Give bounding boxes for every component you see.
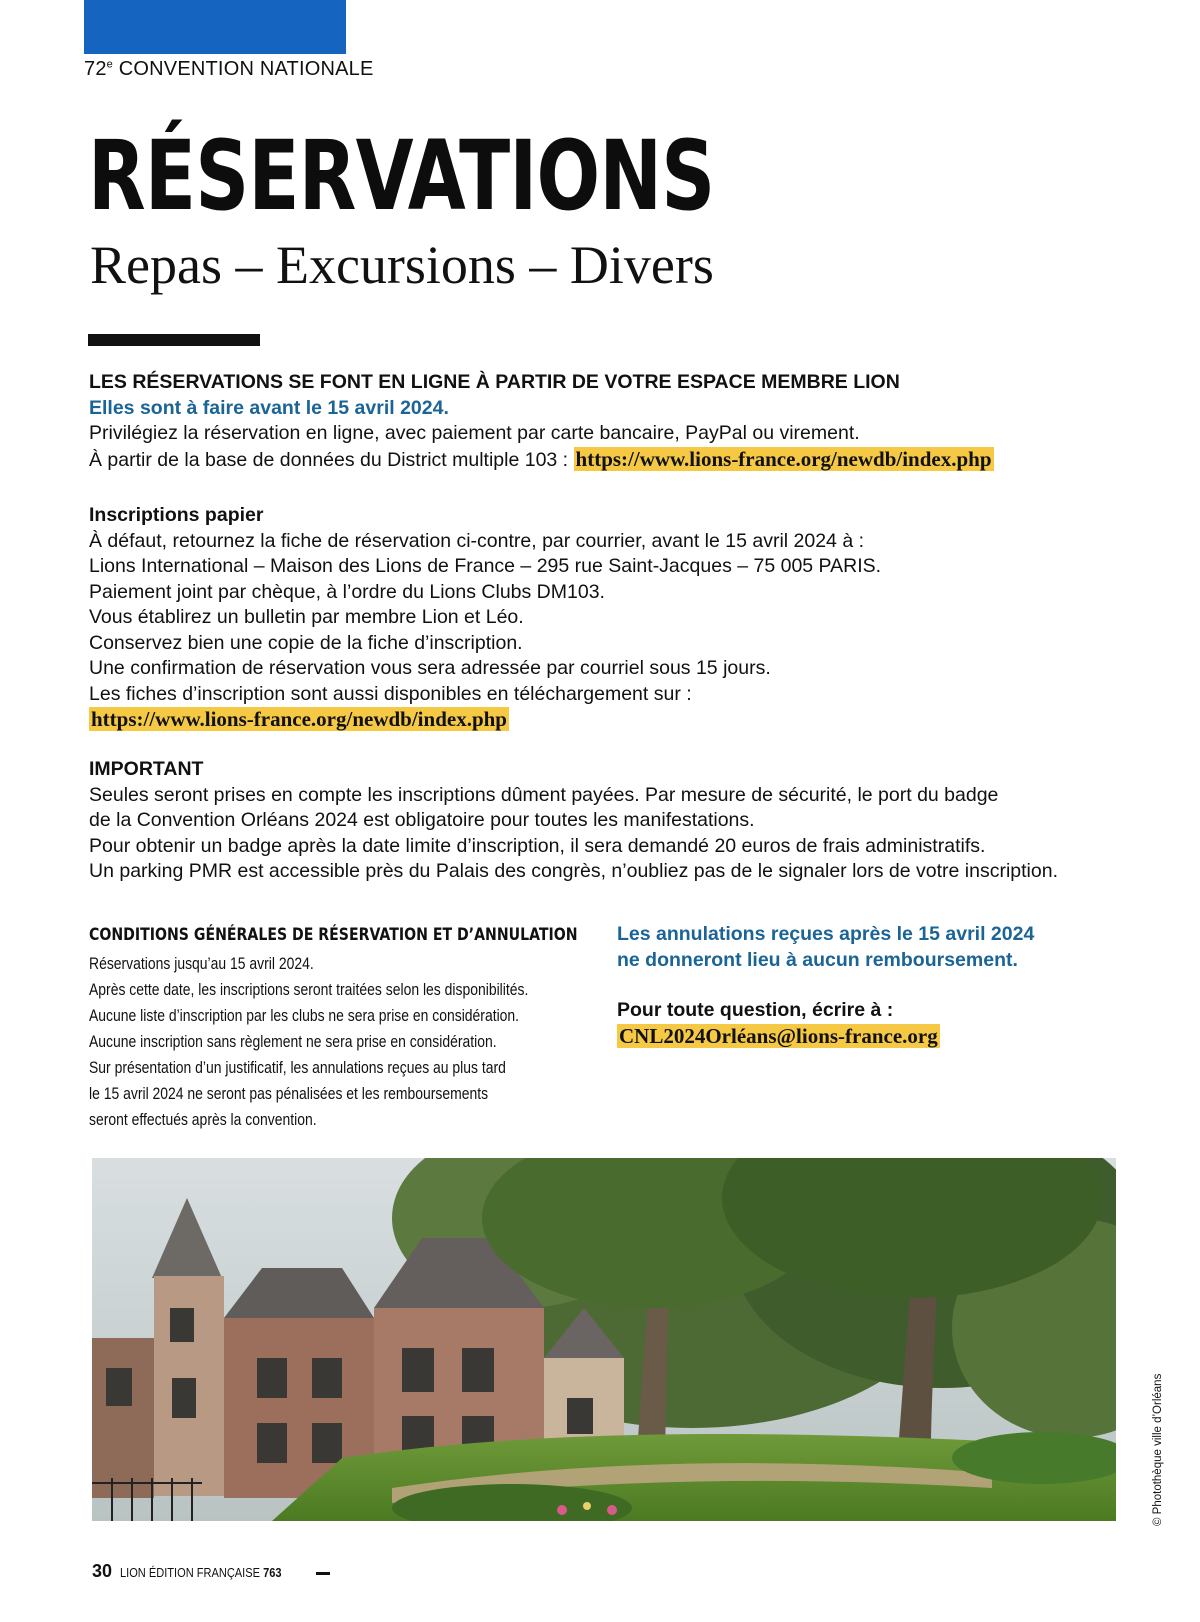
issue-number: 763: [262, 1565, 282, 1580]
important-line: de la Convention Orléans 2024 est obligatoire pour toutes les manifestations.: [89, 809, 755, 831]
online-deadline: Elles sont à faire avant le 15 avril 2024.: [89, 396, 449, 419]
paper-line: Lions International – Maison des Lions de France – 295 rue Saint-Jacques – 75 005 PARIS.: [89, 555, 882, 577]
important-line: Pour obtenir un badge après la date limite d’inscription, il sera demandé 20 euros de frais administratifs.: [89, 834, 986, 857]
magazine-name: [120, 1565, 282, 1580]
paper-line: Une confirmation de réservation vous sera adressée par courriel sous 15 jours.: [89, 657, 771, 679]
important-section: [89, 757, 1090, 885]
important-heading: IMPORTANT: [89, 758, 204, 780]
paper-line: Les fiches d’inscription sont aussi disponibles en téléchargement sur :: [89, 682, 692, 705]
contact-question: Pour toute question, écrire à :: [617, 999, 894, 1021]
magazine-title: LION ÉDITION FRANÇAISE: [119, 1565, 260, 1580]
section-label: [84, 58, 374, 81]
paper-line: À défaut, retournez la fiche de réservation ci-contre, par courrier, avant le 15 avril 2024 à :: [89, 529, 865, 552]
title-divider: [88, 334, 260, 346]
conditions-heading: CONDITIONS GÉNÉRALES DE RÉSERVATION ET D’ANNULATION: [89, 925, 578, 945]
header-accent-bar: [84, 0, 346, 54]
page-number: 30: [92, 1561, 113, 1581]
conditions-line: seront effectués après la convention.: [89, 1110, 317, 1129]
online-line-2-text: À partir de la base de données du District multiple 103 :: [89, 448, 574, 471]
page-subtitle: Repas – Excursions – Divers: [90, 235, 714, 295]
online-line-1: Privilégiez la réservation en ligne, avec paiement par carte bancaire, PayPal ou virement.: [89, 422, 860, 444]
paper-link-line: [89, 707, 1090, 734]
page-title: RÉSERVATIONS: [88, 120, 715, 232]
online-heading: LES RÉSERVATIONS SE FONT EN LIGNE À PARTIR DE VOTRE ESPACE MEMBRE LION: [89, 371, 900, 393]
important-line: Un parking PMR est accessible près du Palais des congrès, n’oubliez pas de le signaler lors de votre inscription.: [89, 860, 1058, 882]
conditions-line: Réservations jusqu’au 15 avril 2024.: [89, 954, 314, 973]
contact-email-link[interactable]: CNL2024Orléans@lions-france.org: [619, 1023, 938, 1048]
page-footer: [92, 1561, 330, 1582]
photo-credit-text: © Photothèque ville d’Orléans: [1152, 1373, 1164, 1526]
conditions-line: Aucune liste d’inscription par les clubs ne sera prise en considération.: [89, 1006, 520, 1025]
paper-link[interactable]: https://www.lions-france.org/newdb/index.php: [91, 707, 507, 731]
important-line: Seules seront prises en compte les inscriptions dûment payées. Par mesure de sécurité, le port du badge: [89, 783, 999, 806]
conditions-line: Sur présentation d’un justificatif, les annulations reçues au plus tard: [89, 1058, 506, 1077]
photo-illustration: [92, 1158, 1116, 1521]
paper-heading: Inscriptions papier: [89, 504, 264, 526]
section-number: 72: [84, 58, 107, 80]
contact-email-line: [617, 1024, 1087, 1051]
hotel-groslot-garden-photo: [92, 1158, 1116, 1521]
cancellation-section: [617, 922, 1087, 1050]
cancellation-line-1: Les annulations reçues après le 15 avril 2024: [617, 923, 1035, 945]
online-link[interactable]: https://www.lions-france.org/newdb/index.php: [575, 446, 992, 471]
section-title: CONVENTION NATIONALE: [118, 58, 374, 80]
paper-line: Vous établirez un bulletin par membre Lion et Léo.: [89, 606, 524, 628]
conditions-line: Aucune inscription sans règlement ne sera prise en considération.: [89, 1032, 497, 1051]
conditions-line: Après cette date, les inscriptions seront traitées selon les disponibilités.: [89, 980, 529, 999]
section-number-sup: e: [106, 58, 113, 71]
photo-credit: [1152, 1356, 1172, 1526]
footer-dash: [316, 1572, 330, 1575]
conditions-section: [89, 925, 578, 1133]
conditions-text: [89, 951, 529, 1133]
cancellation-line-2: ne donneront lieu à aucun remboursement.: [617, 948, 1018, 971]
online-line-2: [89, 447, 1090, 474]
paper-registration-section: [89, 503, 1090, 734]
paper-line: Paiement joint par chèque, à l’ordre du Lions Clubs DM103.: [89, 580, 605, 603]
online-reservation-section: [89, 370, 1090, 473]
paper-line: Conservez bien une copie de la fiche d’inscription.: [89, 631, 523, 654]
conditions-line: le 15 avril 2024 ne seront pas pénalisées et les remboursements: [89, 1084, 489, 1103]
